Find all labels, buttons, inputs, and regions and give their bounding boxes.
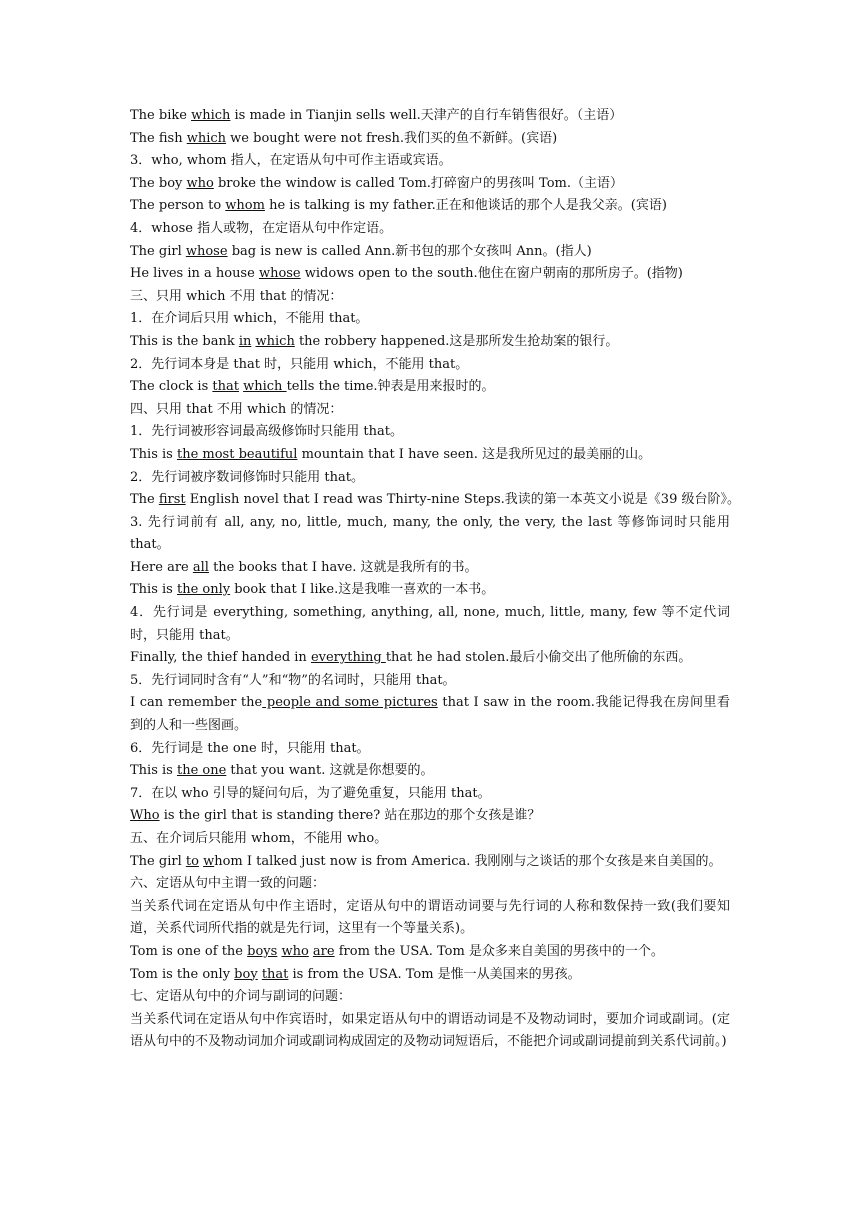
- text-segment: 七、定语从句中的介词与副词的问题：: [130, 989, 352, 1005]
- text-segment: 3．who, whom 指人，在定语从句中可作主语或宾语。: [130, 153, 452, 169]
- text-line: [130, 805, 730, 828]
- text-line: [130, 150, 730, 173]
- underlined-text: are: [312, 943, 335, 959]
- underlined-text: w: [203, 853, 215, 869]
- text-line: [130, 1009, 730, 1054]
- underlined-text: to: [185, 853, 199, 869]
- text-segment: 2．先行词被序数词修饰时只能用 that。: [130, 469, 364, 485]
- text-segment: that I saw in the room.我能记得我在房间里看到的人和一些图画。: [130, 695, 730, 734]
- text-line: [130, 873, 730, 896]
- text-segment: Tom is the only: [130, 966, 235, 982]
- text-segment: The person to: [130, 198, 226, 214]
- text-segment: from the USA. Tom 是众多来自美国的男孩中的一个。: [334, 943, 664, 959]
- text-segment: hom I talked just now is from America. 我刚刚与之谈话的那个女孩是来自美国的。: [214, 853, 722, 869]
- text-line: [130, 692, 730, 737]
- underlined-text: boy: [234, 966, 258, 982]
- text-segment: 4．先行词是 everything, something, anything, all, none, much, little, many, few 等不定代词时，只能用 that。: [130, 605, 730, 643]
- text-segment: 六、定语从句中主谓一致的问题：: [130, 876, 326, 892]
- underlined-text: people and some pictures: [262, 695, 438, 711]
- text-segment: This is: [130, 582, 177, 598]
- text-segment: we bought were not fresh.我们买的鱼不新鲜。(宾语): [226, 130, 558, 146]
- underlined-text: boys: [247, 943, 278, 959]
- underlined-text: all: [192, 559, 209, 575]
- text-segment: 5．先行词同时含有“人”和“物”的名词时，只能用 that。: [130, 672, 456, 688]
- document-body: [130, 105, 740, 1054]
- text-line: [130, 760, 730, 783]
- text-segment: is the girl that is standing there? 站在那边的那个女孩是谁？: [159, 808, 541, 824]
- text-line: [130, 670, 730, 693]
- text-line: [130, 467, 730, 490]
- text-segment: The boy: [130, 175, 187, 191]
- text-line: [130, 941, 730, 964]
- text-line: [130, 399, 730, 422]
- text-segment: broke the window is called Tom.打碎窗户的男孩叫 Tom.（主语）: [213, 175, 623, 191]
- underlined-text: everything: [310, 650, 386, 666]
- text-line: [130, 986, 730, 1009]
- text-segment: is from the USA. Tom 是惟一从美国来的男孩。: [288, 966, 581, 982]
- text-segment: Finally, the thief handed in: [130, 650, 311, 666]
- text-segment: 2．先行词本身是 that 时，只能用 which，不能用 that。: [130, 356, 469, 372]
- text-line: [130, 489, 740, 512]
- text-line: [130, 354, 730, 377]
- underlined-text: which: [243, 379, 287, 395]
- underlined-text: the only: [176, 582, 231, 598]
- text-line: [130, 783, 730, 806]
- text-line: [130, 331, 730, 354]
- underlined-text: that: [261, 966, 289, 982]
- text-segment: Tom is one of the: [130, 943, 248, 959]
- text-segment: 三、只用 which 不用 that 的情况：: [130, 288, 343, 304]
- text-segment: widows open to the south.他住在窗户朝南的那所房子。(指物): [300, 266, 683, 282]
- text-line: [130, 964, 730, 987]
- underlined-text: which: [186, 130, 227, 146]
- text-line: [130, 376, 730, 399]
- text-segment: is made in Tianjin sells well.天津产的自行车销售很好。（主语）: [230, 108, 623, 123]
- underlined-text: the one: [176, 763, 227, 779]
- text-segment: that you want. 这就是你想要的。: [226, 763, 434, 779]
- text-line: [130, 557, 730, 580]
- text-segment: He lives in a house: [130, 266, 259, 282]
- text-segment: This is: [130, 446, 177, 462]
- text-line: [130, 579, 730, 602]
- underlined-text: whose: [185, 243, 228, 259]
- underlined-text: which: [191, 108, 231, 123]
- underlined-text: first: [158, 492, 186, 508]
- text-segment: tells the time.钟表是用来报时的。: [286, 379, 495, 395]
- text-line: [130, 738, 730, 761]
- text-segment: he is talking is my father.正在和他谈话的那个人是我父亲。(宾语): [264, 198, 667, 214]
- underlined-text: Who: [130, 808, 160, 824]
- underlined-text: who: [186, 175, 214, 191]
- underlined-text: in: [238, 333, 252, 349]
- text-segment: The bike: [130, 108, 192, 123]
- text-line: [130, 421, 730, 444]
- underlined-text: whom: [225, 198, 265, 214]
- text-line: [130, 444, 730, 467]
- text-line: [130, 851, 730, 874]
- text-segment: The girl: [130, 243, 186, 259]
- text-segment: This is the bank: [130, 333, 239, 349]
- text-segment: 1．先行词被形容词最高级修饰时只能用 that。: [130, 424, 403, 440]
- text-line: [130, 263, 730, 286]
- text-line: [130, 512, 730, 557]
- text-segment: Here are: [130, 559, 193, 575]
- text-line: [130, 241, 730, 264]
- underlined-text: that: [212, 379, 239, 395]
- text-segment: 6．先行词是 the one 时，只能用 that。: [130, 740, 370, 756]
- text-segment: The clock is: [130, 379, 213, 395]
- text-segment: 7．在以 who 引导的疑问句后，为了避免重复，只能用 that。: [130, 785, 491, 801]
- underlined-text: the most beautiful: [176, 446, 298, 462]
- text-segment: bag is new is called Ann.新书包的那个女孩叫 Ann。(指人): [227, 243, 592, 259]
- text-segment: the books that I have. 这就是我所有的书。: [208, 559, 478, 575]
- text-segment: 当关系代词在定语从句中作主语时，定语从句中的谓语动词要与先行词的人称和数保持一致(我们要知道，关系代词所代指的就是先行词，这里有一个等量关系)。: [130, 898, 730, 937]
- text-segment: the robbery happened.这是那所发生抢劫案的银行。: [294, 333, 619, 349]
- text-line: [130, 218, 730, 241]
- text-segment: that he had stolen.最后小偷交出了他所偷的东西。: [385, 650, 692, 666]
- text-segment: I can remember the: [130, 695, 263, 711]
- text-line: [130, 286, 730, 309]
- text-segment: mountain that I have seen. 这是我所见过的最美丽的山。: [297, 446, 652, 462]
- text-line: [130, 647, 730, 670]
- underlined-text: who: [281, 943, 309, 959]
- underlined-text: which: [255, 333, 295, 349]
- text-segment: 五、在介词后只能用 whom，不能用 who。: [130, 831, 388, 846]
- text-line: [130, 105, 730, 128]
- text-line: [130, 195, 730, 218]
- text-line: [130, 128, 730, 151]
- text-segment: This is: [130, 763, 177, 779]
- text-segment: 3. 先行词前有 all, any, no, little, much, many, the only, the very, the last 等修饰词时只能用 that。: [130, 514, 730, 553]
- text-segment: The fish: [130, 130, 187, 146]
- text-segment: book that I like.这是我唯一喜欢的一本书。: [230, 582, 495, 598]
- text-line: [130, 173, 730, 196]
- text-line: [130, 828, 730, 851]
- text-segment: 1．在介词后只用 which，不能用 that。: [130, 311, 369, 327]
- text-segment: English novel that I read was Thirty-nine Steps.我读的第一本英文小说是《39 级台阶》。: [185, 492, 740, 508]
- text-segment: 4．whose 指人或物，在定语从句中作定语。: [130, 220, 393, 236]
- text-line: [130, 602, 730, 647]
- text-segment: The: [130, 492, 159, 508]
- text-line: [130, 896, 730, 941]
- text-segment: 当关系代词在定语从句中作宾语时，如果定语从句中的谓语动词是不及物动词时，要加介词或副词。(定语从句中的不及物动词加介词或副词构成固定的及物动词短语后，不能把介词或副词提前到关系代词前。): [130, 1011, 730, 1050]
- text-segment: The girl: [130, 853, 186, 869]
- text-segment: 四、只用 that 不用 which 的情况：: [130, 401, 343, 417]
- underlined-text: whose: [258, 266, 301, 282]
- text-line: [130, 308, 730, 331]
